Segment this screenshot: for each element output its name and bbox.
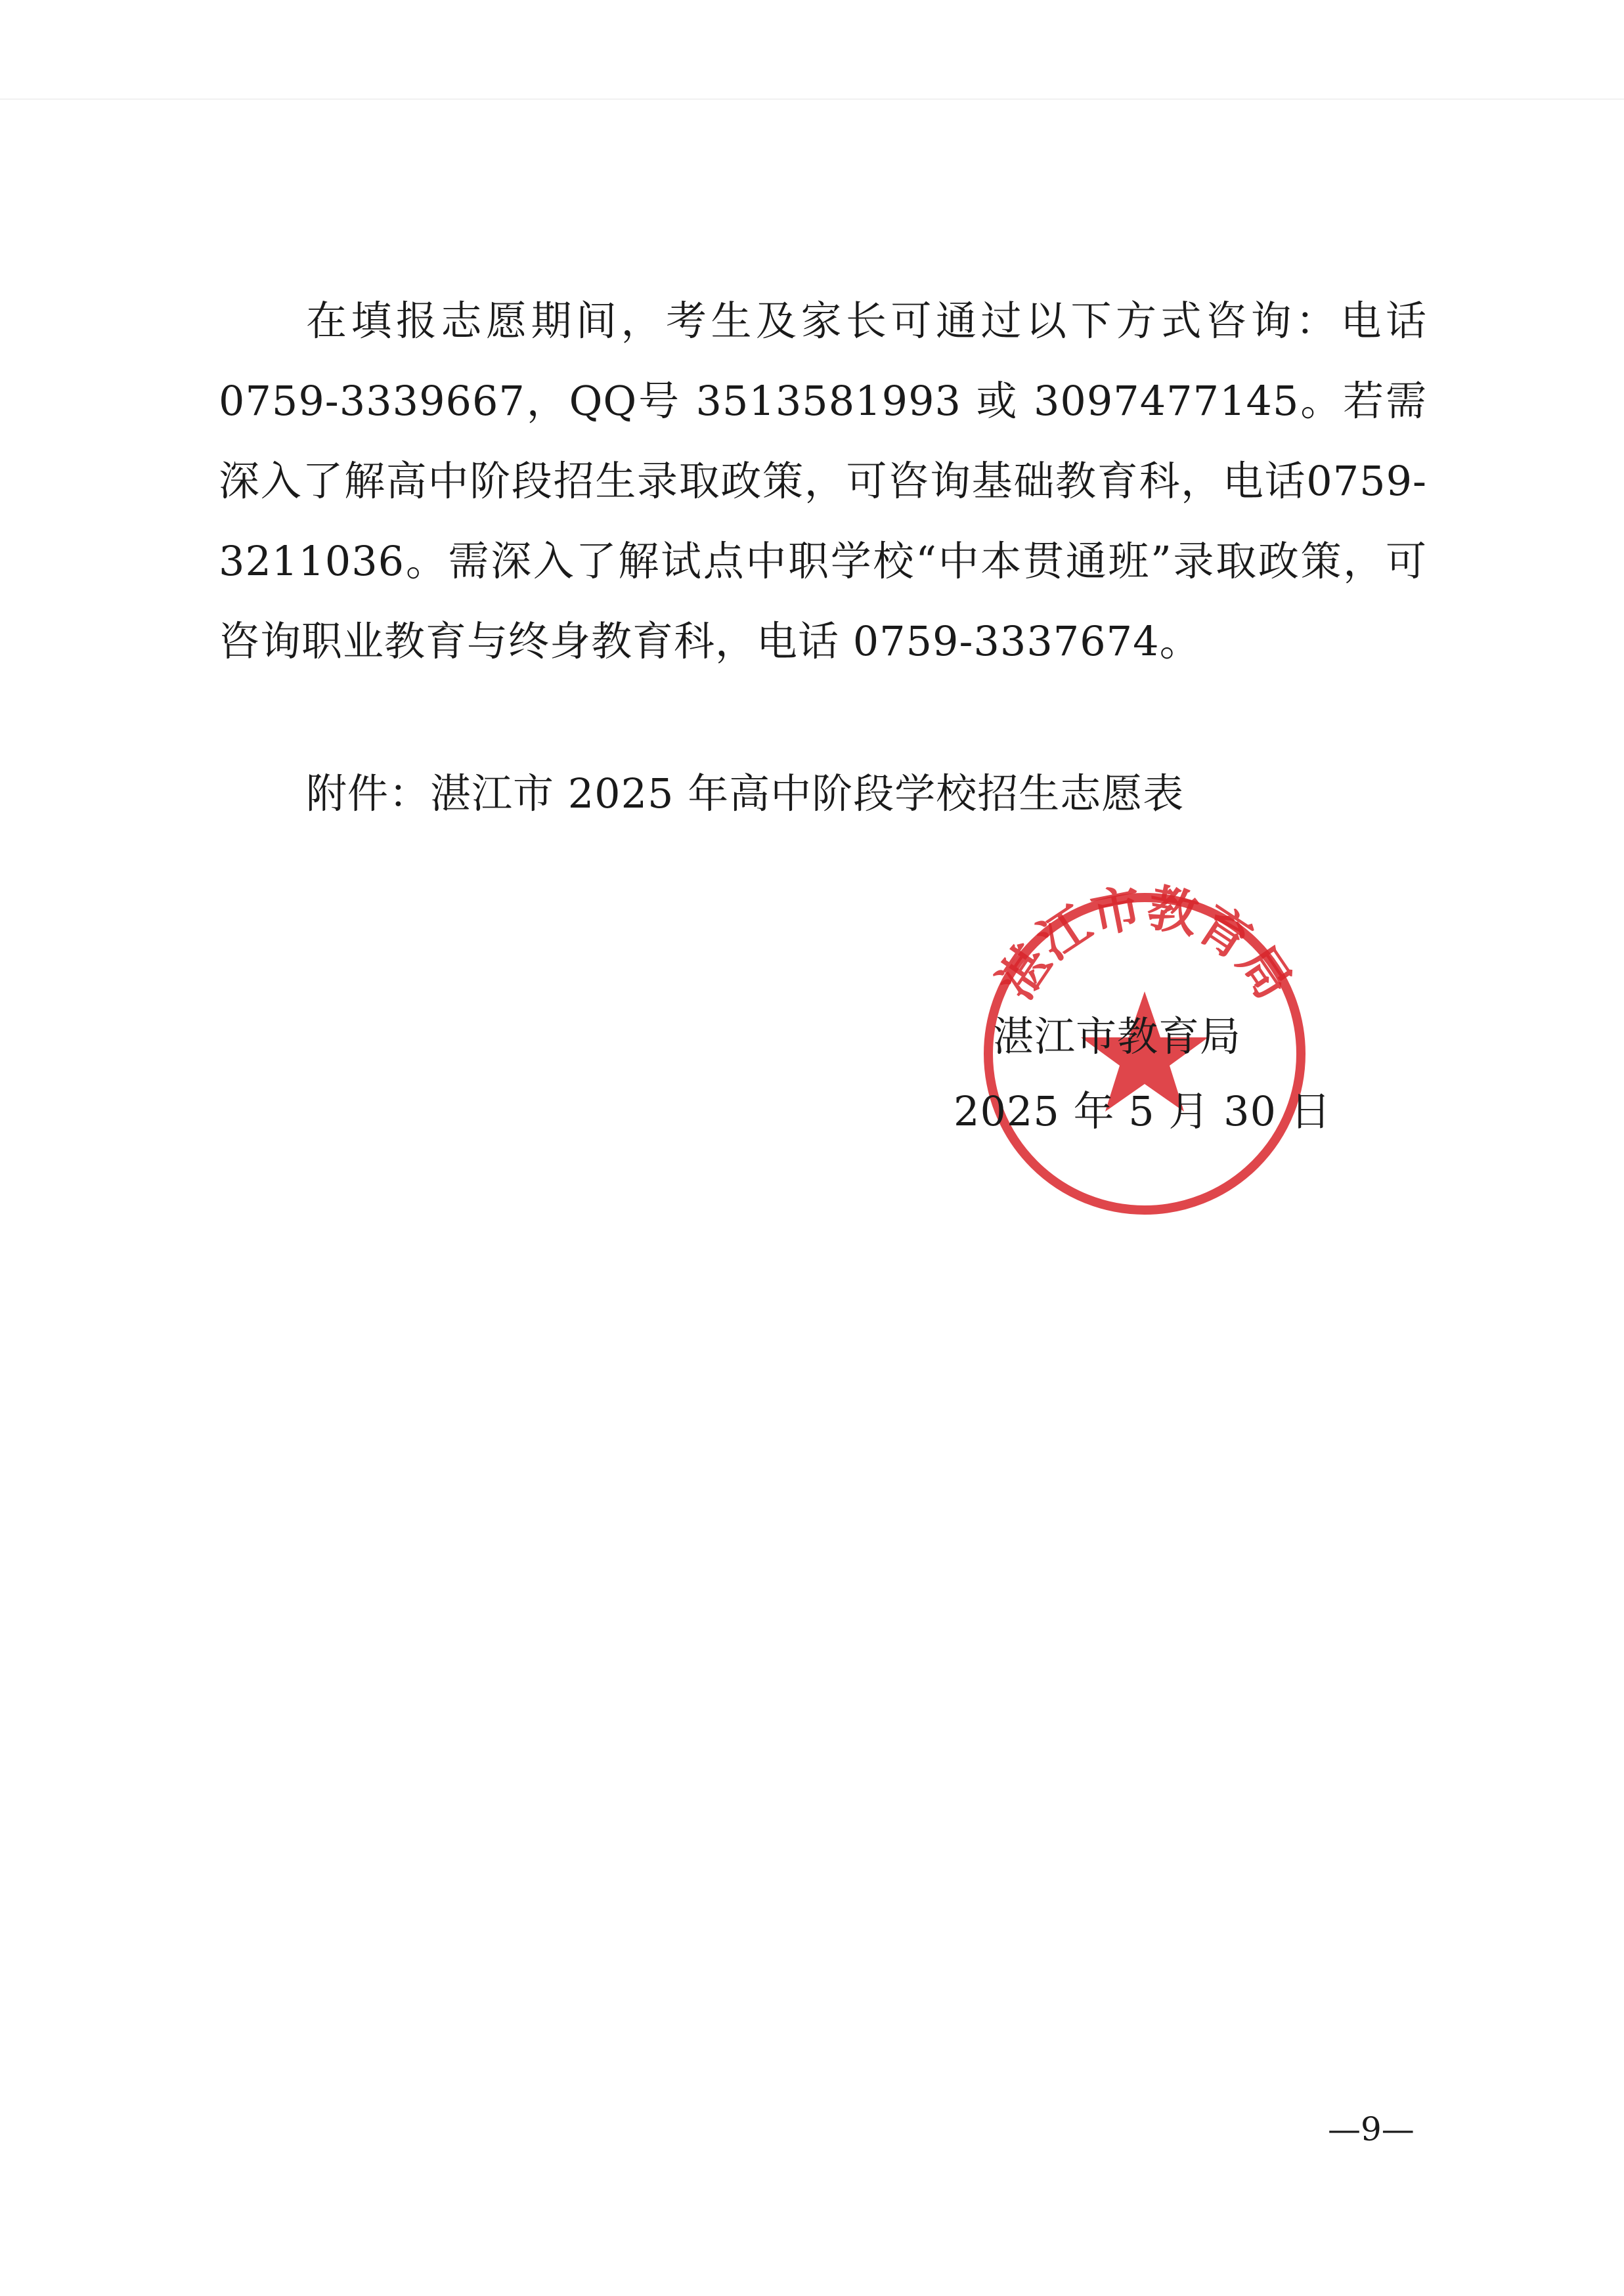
scan-edge-line [0, 98, 1624, 100]
issuer-name: 湛江市教育局 [993, 1012, 1242, 1060]
page-number: —9— [1328, 2110, 1415, 2148]
issue-date: 2025 年 5 月 30 日 [954, 1087, 1332, 1135]
seal-arc-text: 湛江市教育局 [986, 880, 1304, 1010]
consultation-paragraph: 在填报志愿期间，考生及家长可通过以下方式咨询：电话0759-3339667，QQ号 3513581993 或 3097477145。若需深入了解高中阶段招生录取政策，可咨询基础教育科，电话0759-3211036。需深入了解试点中职学校“中本贯通班”录取政策，可咨询职业教育与终身教育科，电话 0759-3337674。 [219, 297, 1427, 665]
attachment-line: 附件：湛江市 2025 年高中阶段学校招生志愿表 [306, 769, 1185, 817]
